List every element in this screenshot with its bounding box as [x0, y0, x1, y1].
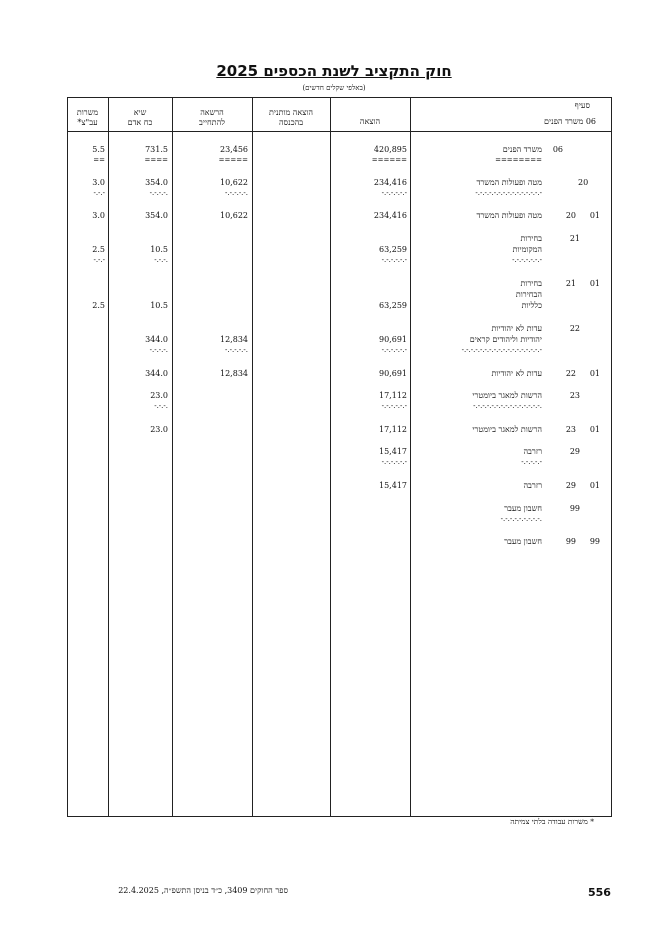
header-expense: הוצאה [359, 117, 381, 126]
publication-footer: ספר החוקים 3409, כ״ד בניסן התשפ״ה, 22.4.2025 [118, 886, 288, 895]
row-name: משרד הפנים [502, 145, 542, 154]
row-subcode: 01 [589, 481, 600, 490]
row-subcode: 01 [589, 369, 600, 378]
row-code: 20 [578, 178, 589, 187]
manpower-value: 344.0 [145, 335, 168, 344]
header-commitment-2: להתחייב [198, 118, 225, 127]
row-code: 99 [565, 537, 576, 546]
expense-value: 17,112 [379, 425, 407, 434]
expense-underline: -.-.-.-.-.- [381, 256, 407, 264]
manpower-value: 23.0 [150, 425, 168, 434]
header-section-code: 06 [585, 117, 596, 126]
positions-value: 3.0 [92, 178, 105, 187]
positions-underline: == [93, 156, 105, 164]
row-underline: -.-.-.-.-.-.-.-.-. [500, 515, 542, 523]
expense-value: 17,112 [379, 391, 407, 400]
manpower-value: 344.0 [145, 369, 168, 378]
row-underline: -.-.-.-.- [521, 458, 542, 466]
row-name: רזרבה [523, 481, 542, 490]
expense-underline: -.-.-.-.-.- [381, 346, 407, 354]
footnote: * משרות עבודה בלתי צמיתה [510, 817, 594, 826]
column-divider [330, 97, 331, 817]
manpower-value: 354.0 [145, 211, 168, 220]
column-divider [252, 97, 253, 817]
expense-value: 420,895 [373, 145, 407, 154]
row-code: 21 [569, 234, 580, 243]
row-code: 21 [565, 279, 576, 288]
row-code: 29 [565, 481, 576, 490]
row-name-line2: הבחירות [515, 290, 542, 299]
column-divider [108, 97, 109, 817]
expense-underline: -.-.-.-.-.- [381, 402, 407, 410]
expense-value: 63,259 [379, 245, 407, 254]
row-name: חשבון מעבר [504, 537, 542, 546]
row-name-line1: בחירות [520, 234, 542, 243]
commitment-value: 23,456 [220, 145, 248, 154]
header-commitment-1: הרשאה [200, 108, 224, 117]
header-section-label: משרד הפנים [544, 117, 584, 126]
positions-value: 5.5 [92, 145, 105, 154]
header-divider [67, 131, 612, 132]
manpower-value: 23.0 [150, 391, 168, 400]
expense-value: 15,417 [379, 447, 407, 456]
budget-table-frame [67, 97, 612, 817]
row-name: עדות לא יהודיות [491, 369, 542, 378]
positions-value: 2.5 [92, 245, 105, 254]
expense-underline: -.-.-.-.-.- [381, 458, 407, 466]
header-manpower-1: שיא [133, 108, 147, 117]
commitment-underline: ===== [218, 156, 248, 164]
row-code: 22 [569, 324, 580, 333]
header-section-name [510, 117, 596, 127]
positions-value: 3.0 [92, 211, 105, 220]
commitment-value: 12,834 [220, 369, 248, 378]
row-name-line1: בחירות [520, 279, 542, 288]
row-code: 06 [552, 145, 563, 154]
commitment-value: 12,834 [220, 335, 248, 344]
row-name-line2: המקומיות [512, 245, 542, 254]
expense-value: 90,691 [379, 369, 407, 378]
manpower-value: 10.5 [150, 245, 168, 254]
expense-value: 90,691 [379, 335, 407, 344]
row-code: 23 [565, 425, 576, 434]
row-name: מטה ופעולות המשרד [476, 211, 542, 220]
expense-underline: ====== [371, 156, 407, 164]
row-underline: -.-.-.-.-.-.-.-.-.-.-.-.-.-.-.-.-.- [461, 346, 542, 354]
manpower-value: 731.5 [145, 145, 168, 154]
row-underline: -.-.-.-.-.-.-.-.-.-.-.-.-.-.- [475, 189, 542, 197]
header-conditional-1: הוצאה מותנית [268, 108, 314, 117]
row-code: 99 [569, 504, 580, 513]
page-title: חוק התקציב לשנת הכספים 2025 [216, 62, 452, 80]
row-name: חשבון מעבר [504, 504, 542, 513]
positions-value: 2.5 [92, 301, 105, 310]
column-divider [410, 97, 411, 817]
row-underline: -.-.-.-.-.-.- [512, 256, 542, 264]
expense-value: 234,416 [373, 211, 407, 220]
commitment-value: 10,622 [220, 211, 248, 220]
row-subcode: 01 [589, 425, 600, 434]
page-number: 556 [588, 886, 611, 899]
row-subcode: 01 [589, 279, 600, 288]
manpower-underline: -.-.-.-. [149, 346, 168, 354]
expense-value: 234,416 [373, 178, 407, 187]
header-conditional-2: בהכנסה [278, 118, 304, 127]
row-name-line2: יהודיות וליהודים קראים [469, 335, 542, 344]
row-code: 29 [569, 447, 580, 456]
row-underline: ======== [495, 156, 542, 164]
commitment-value: 10,622 [220, 178, 248, 187]
positions-underline: -.-.- [93, 256, 105, 264]
row-code: 22 [565, 369, 576, 378]
header-section: סעיף [574, 101, 590, 110]
row-subcode: 99 [589, 537, 600, 546]
manpower-underline: -.-.-.-. [149, 189, 168, 197]
header-manpower-2: כח אדם [127, 118, 153, 127]
row-name-line1: עדות לא יהודיות [491, 324, 542, 333]
manpower-value: 10.5 [150, 301, 168, 310]
row-name-line3: כלליות [521, 301, 542, 310]
row-underline: -.-.-.-.-.-.-.-.-.-.-.-.-.-.-. [473, 402, 542, 410]
positions-underline: -.-.- [93, 189, 105, 197]
manpower-underline: ==== [144, 156, 168, 164]
row-name: רזרבה [523, 447, 542, 456]
commitment-underline: -.-.-.-.-. [225, 346, 248, 354]
row-subcode: 01 [589, 211, 600, 220]
page-subtitle: (באלפי שקלים חדשים) [302, 84, 366, 92]
column-divider [172, 97, 173, 817]
header-positions-1: משרות [76, 108, 99, 117]
commitment-underline: -.-.-.-.-. [225, 189, 248, 197]
row-name: הרשות למאגר ביומטרי [472, 391, 542, 400]
manpower-value: 354.0 [145, 178, 168, 187]
header-positions-2: עב"צ* [77, 118, 98, 127]
expense-value: 63,259 [379, 301, 407, 310]
row-name: הרשות למאגר ביומטרי [472, 425, 542, 434]
manpower-underline: -.-.-. [154, 402, 168, 410]
expense-value: 15,417 [379, 481, 407, 490]
row-code: 20 [565, 211, 576, 220]
row-code: 23 [569, 391, 580, 400]
row-name: מטה ופעולות המשרד [476, 178, 542, 187]
expense-underline: -.-.-.-.-.- [381, 189, 407, 197]
manpower-underline: -.-.-. [154, 256, 168, 264]
